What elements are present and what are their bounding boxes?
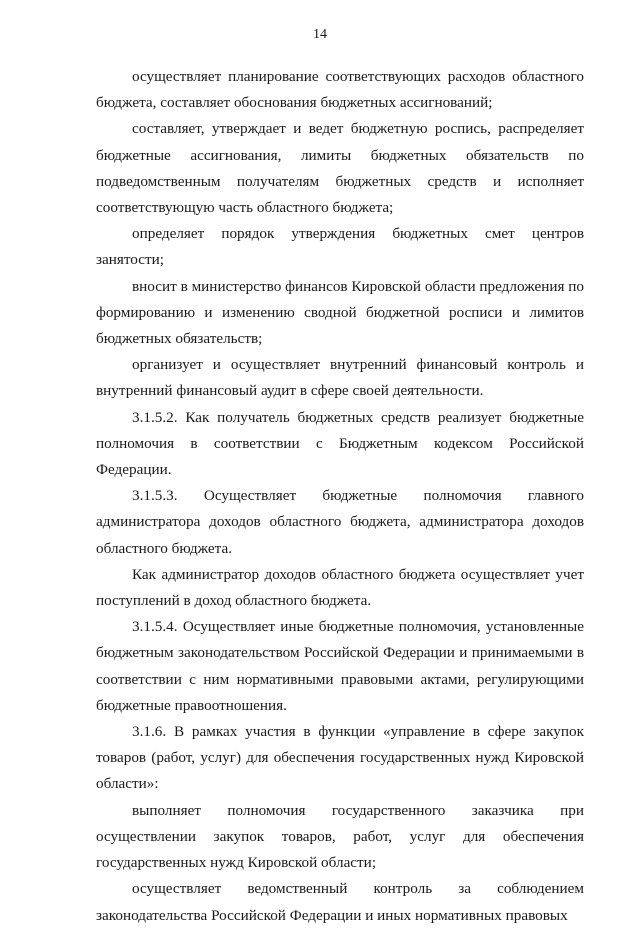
paragraph-5: организует и осуществляет внутренний финансовый контроль и внутренний финансовый аудит в сфере своей деятельности. [96,356,584,400]
paragraph-12: осуществляет ведомственный контроль за соблюдением законодательства Российской Федерации и иных нормативных правовых [96,880,584,924]
paragraph-2: составляет, утверждает и ведет бюджетную роспись, распределяет бюджетные ассигнования, лимиты бюджетных обязательств по подведомственным получателям бюджетных средств и исполняет соответствующую часть областного бюджета; [96,120,584,217]
paragraph-11: выполняет полномочия государственного заказчика при осуществлении закупок товаров, работ, услуг для обеспечения государственных нужд Кировской области; [96,801,584,872]
paragraph-3: определяет порядок утверждения бюджетных смет центров занятости; [96,225,584,269]
page-number: 14 [313,27,327,42]
paragraph-8: Как администратор доходов областного бюджета осуществляет учет поступлений в доход областного бюджета. [96,565,584,610]
paragraph-1: осуществляет планирование соответствующих расходов областного бюджета, составляет обоснования бюджетных ассигнований; [96,68,584,112]
paragraph-7: 3.1.5.3. Осуществляет бюджетные полномочия главного администратора доходов областного бюджета, администратора доходов областного бюджета. [96,487,584,557]
paragraph-4: вносит в министерство финансов Кировской области предложения по формированию и изменению сводной бюджетной росписи и лимитов бюджетных обязательств; [96,277,584,348]
paragraph-6: 3.1.5.2. Как получатель бюджетных средств реализует бюджетные полномочия в соответствии с Бюджетным кодексом Российской Федерации. [96,408,584,479]
paragraph-10: 3.1.6. В рамках участия в функции «управление в сфере закупок товаров (работ, услуг) для обеспечения государственных нужд Кировской области»: [96,723,584,793]
document-body [96,64,584,929]
paragraph-9: 3.1.5.4. Осуществляет иные бюджетные полномочия, установленные бюджетным законодательством Российской Федерации и принимаемыми в соответствии с ним нормативными правовыми актами, регулирующими бюджетные правоотношения. [96,618,584,714]
